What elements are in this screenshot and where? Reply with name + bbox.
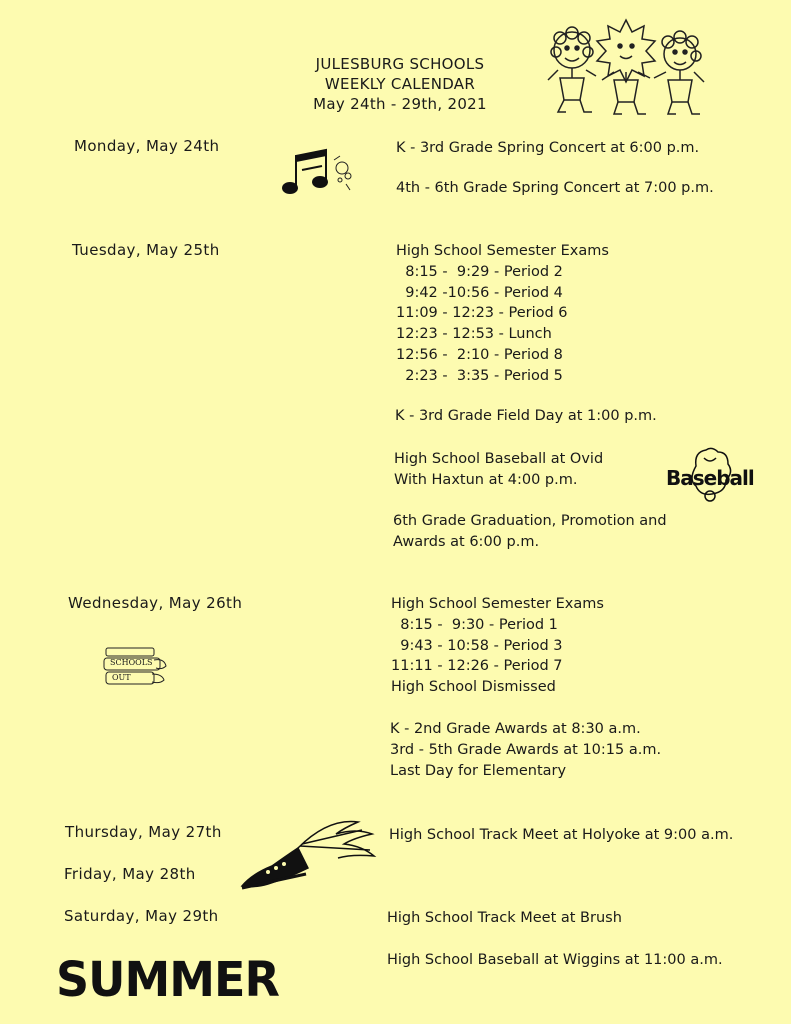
day-friday: Friday, May 28th xyxy=(64,865,196,883)
flower-pots-icon xyxy=(540,12,715,127)
event-baseball-wiggins: High School Baseball at Wiggins at 11:00 a.m. xyxy=(387,952,723,968)
summer-graphic: SUMMER xyxy=(56,950,279,1008)
list-item: 8:15 - 9:29 - Period 2 xyxy=(396,263,563,280)
out-text: OUT xyxy=(112,673,131,682)
wednesday-exams xyxy=(391,594,604,698)
schools-out-books-icon xyxy=(104,646,170,688)
title-calendar: WEEKLY CALENDAR xyxy=(324,75,476,93)
list-item: 12:23 - 12:53 - Lunch xyxy=(396,326,552,343)
list-item: High School Semester Exams xyxy=(391,596,604,612)
list-item: Last Day for Elementary xyxy=(390,762,567,779)
list-item: 11:11 - 12:26 - Period 7 xyxy=(391,658,563,675)
list-item: Awards at 6:00 p.m. xyxy=(393,533,540,550)
day-tuesday: Tuesday, May 25th xyxy=(72,241,220,259)
day-wednesday: Wednesday, May 26th xyxy=(68,594,243,612)
event-k3-concert: K - 3rd Grade Spring Concert at 6:00 p.m. xyxy=(396,140,700,156)
title-school: JULESBURG SCHOOLS xyxy=(315,55,485,73)
list-item: 12:56 - 2:10 - Period 8 xyxy=(396,346,563,363)
list-item: 6th Grade Graduation, Promotion and xyxy=(393,513,667,529)
list-item: 8:15 - 9:30 - Period 1 xyxy=(391,616,558,633)
schools-text: SCHOOLS xyxy=(110,658,153,667)
list-item: 9:42 -10:56 - Period 4 xyxy=(396,284,563,301)
list-item: High School Baseball at Ovid xyxy=(394,451,604,467)
list-item: With Haxtun at 4:00 p.m. xyxy=(394,471,578,488)
list-item: 2:23 - 3:35 - Period 5 xyxy=(396,367,563,384)
event-baseball-ovid xyxy=(394,449,603,491)
list-item: 9:43 - 10:58 - Period 3 xyxy=(391,637,563,654)
list-item: 11:09 - 12:23 - Period 6 xyxy=(396,305,568,322)
list-item: K - 2nd Grade Awards at 8:30 a.m. xyxy=(390,721,641,737)
event-field-day: K - 3rd Grade Field Day at 1:00 p.m. xyxy=(395,408,657,424)
baseball-word: Baseball xyxy=(666,466,754,490)
winged-shoe-icon xyxy=(238,818,380,894)
baseball-glove-icon xyxy=(666,446,756,502)
wednesday-awards xyxy=(390,719,661,781)
day-monday: Monday, May 24th xyxy=(74,137,220,155)
event-graduation xyxy=(393,511,667,553)
tuesday-exams xyxy=(396,241,609,387)
event-46-concert: 4th - 6th Grade Spring Concert at 7:00 p.m. xyxy=(396,180,714,196)
list-item: 3rd - 5th Grade Awards at 10:15 a.m. xyxy=(390,741,662,758)
list-item: High School Dismissed xyxy=(391,679,556,696)
day-saturday: Saturday, May 29th xyxy=(64,907,219,925)
calendar-title xyxy=(250,54,550,114)
title-dates: May 24th - 29th, 2021 xyxy=(313,95,487,113)
list-item: High School Semester Exams xyxy=(396,243,609,259)
day-thursday: Thursday, May 27th xyxy=(65,823,222,841)
event-track-brush: High School Track Meet at Brush xyxy=(387,910,622,926)
music-notes-icon xyxy=(278,148,358,202)
event-track-holyoke: High School Track Meet at Holyoke at 9:00 a.m. xyxy=(389,827,734,843)
